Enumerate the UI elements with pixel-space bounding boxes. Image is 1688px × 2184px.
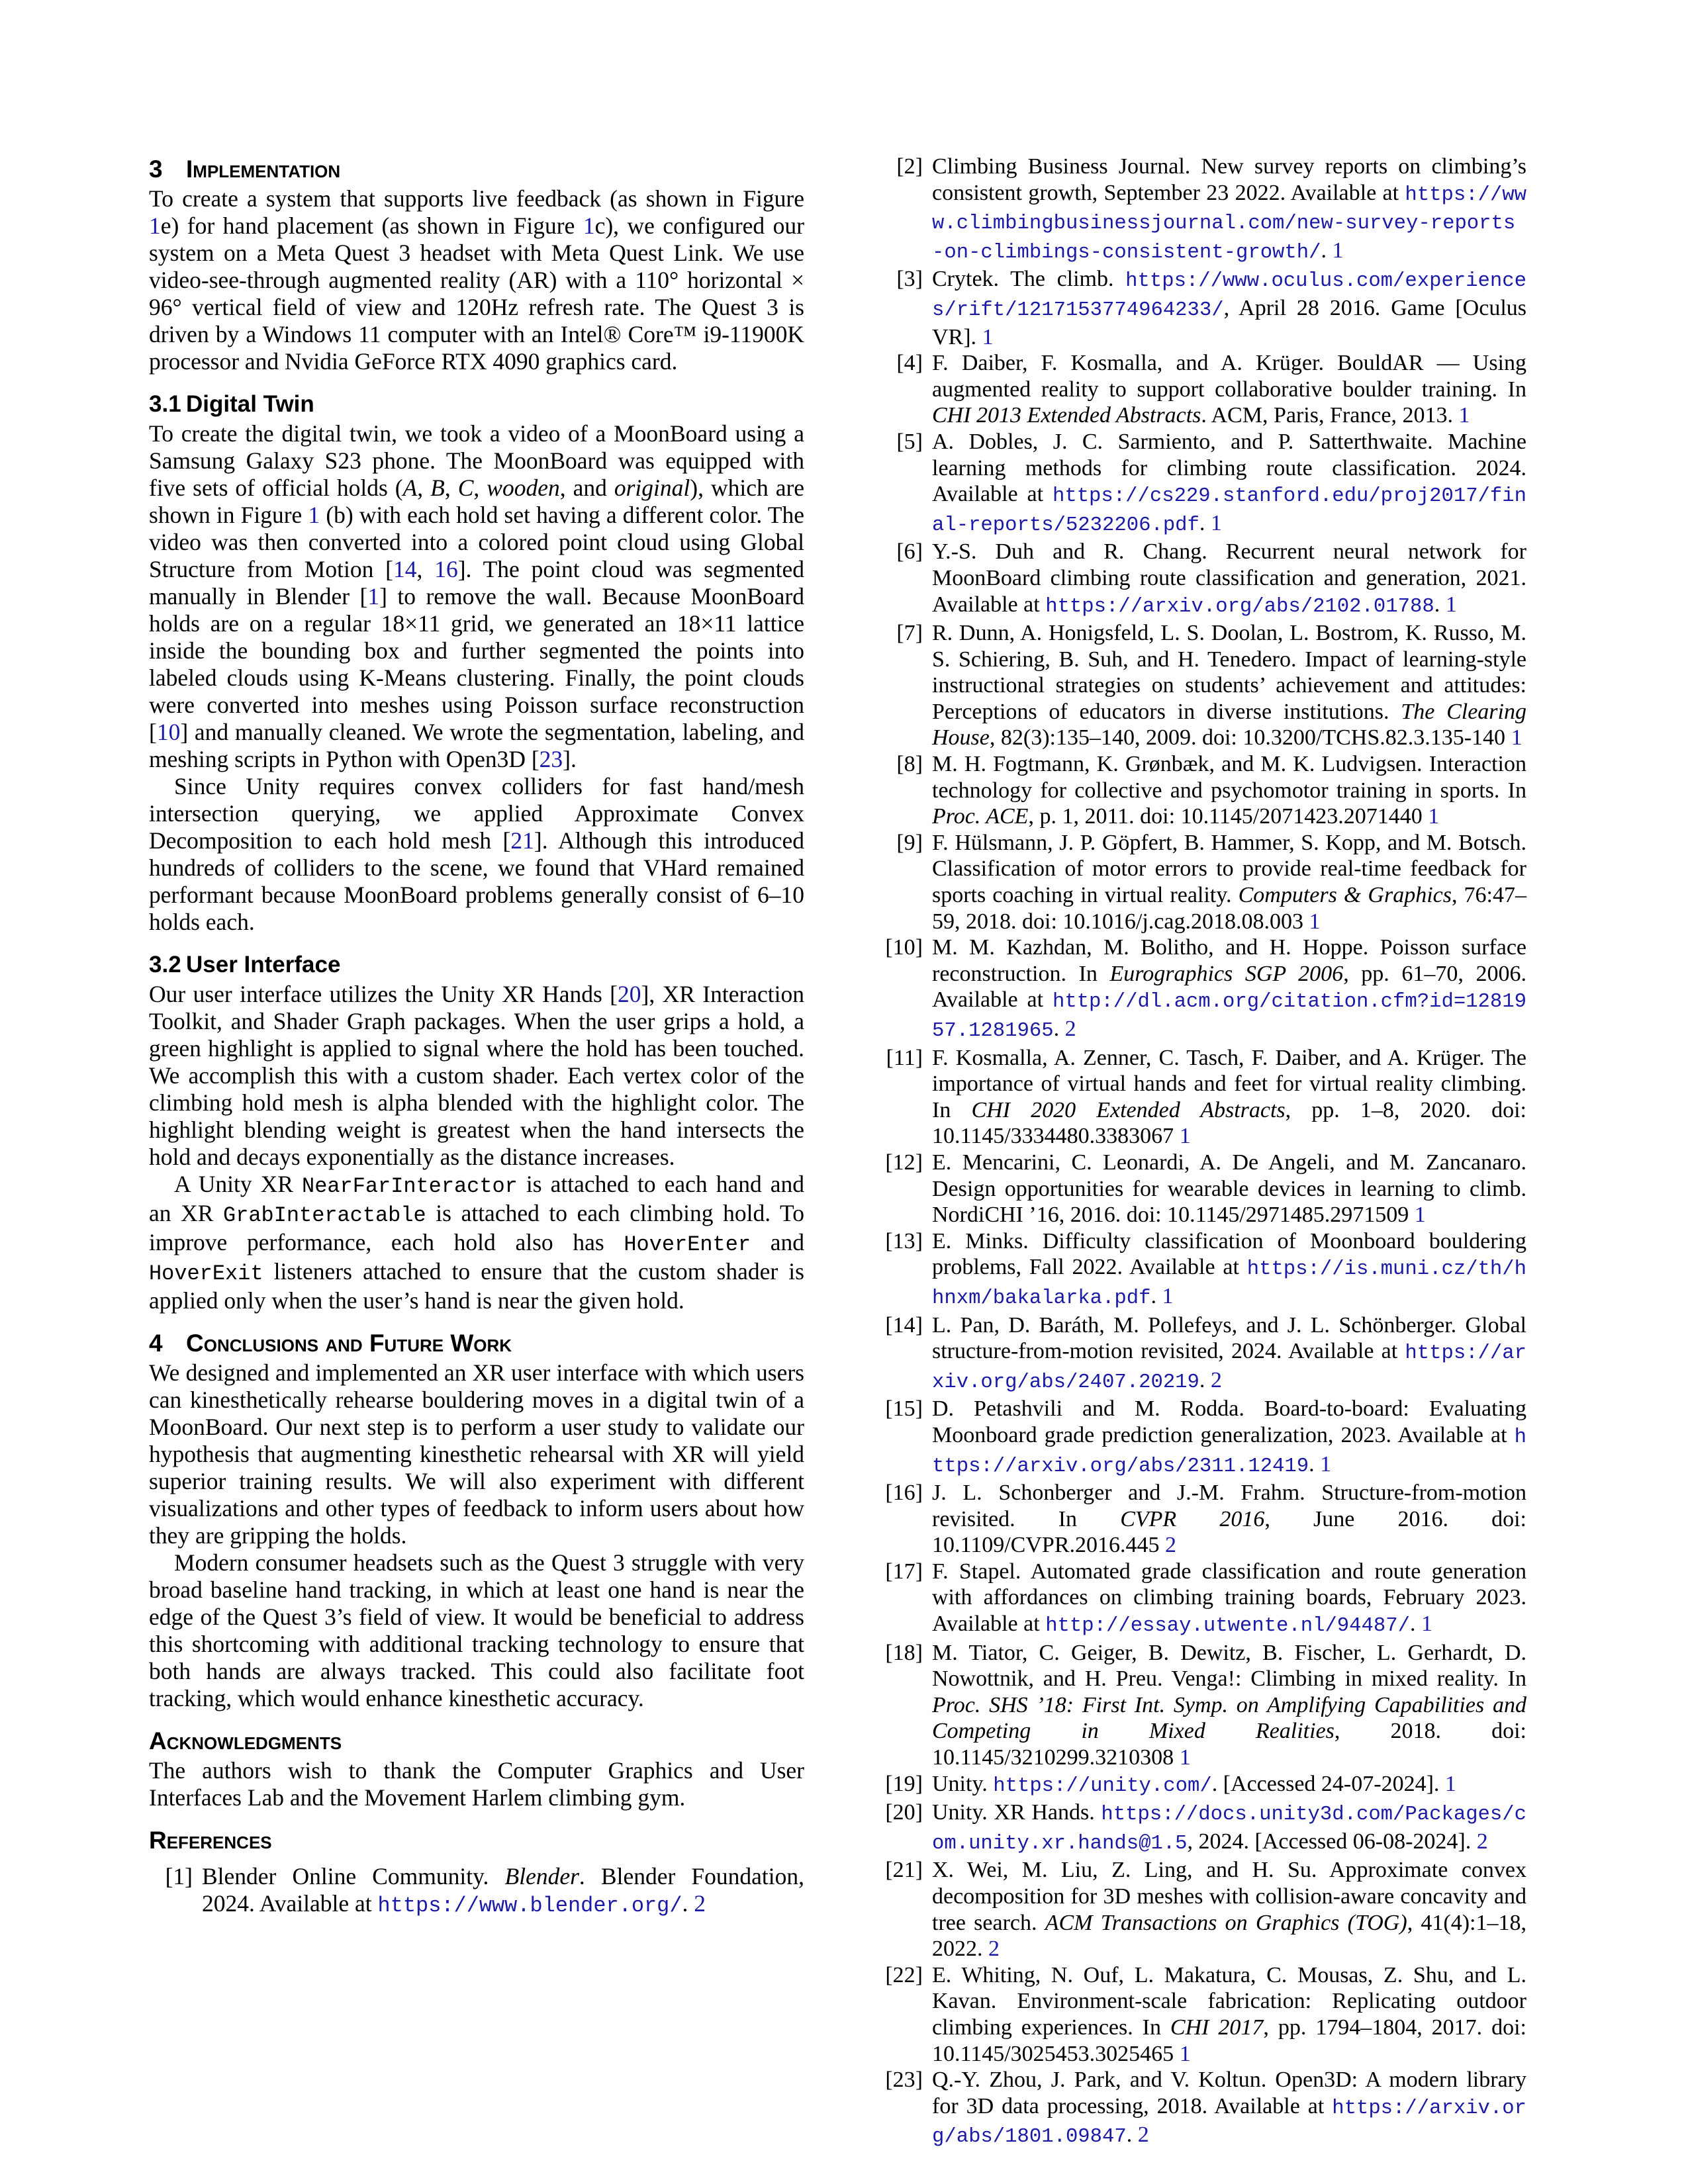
reference-text [932,1312,1526,1396]
citation-link[interactable]: 21 [510,827,534,854]
reference-item [879,934,1526,1044]
reference-item [879,1150,1526,1228]
text-run: E. Minks. Difficulty classification of Moonboard bouldering problems, Fall 2022. Available at [932,1228,1526,1280]
italic-text: CHI 2017 [1170,2015,1264,2040]
reference-item [879,1312,1526,1396]
text-run: c), we configured our system on a Meta Quest 3 headset with Meta Quest Link. We use video-see-through augmented reality (AR) with a 110° horizontal × 96° vertical field of view and 120Hz refresh rate. The Quest 3 is driven by a Windows 11 computer with an Intel® Core™ i9-11900K processor and Nvidia GeForce RTX 4090 graphics card. [149,212,804,375]
text-run: A Unity XR [174,1171,303,1197]
citation-link[interactable]: 1 [149,212,161,239]
text-run: , [473,475,487,501]
citation-link[interactable]: 1 [367,583,380,610]
paragraph [149,981,804,1171]
text-run: . [1126,2122,1138,2148]
text-run: , pp. 1–8, 2020. doi: 10.1145/3334480.3383067 [932,1097,1526,1149]
reference-text [932,154,1526,266]
citation-link[interactable]: 2 [694,1890,706,1917]
citation-link[interactable]: 1 [1511,725,1523,751]
reference-text [932,1045,1526,1150]
citation-link[interactable]: 20 [618,981,641,1007]
reference-number: [1] [165,1863,193,1889]
text-run: , 2018. doi: 10.1145/3210299.3210308 [932,1719,1526,1770]
reference-number: [2] [896,154,923,179]
text-run: , pp. 61–70, 2006. Available at [932,961,1527,1013]
text-run: M. Tiator, C. Geiger, B. Dewitz, B. Fischer, L. Gerhardt, D. Nowottnik, and H. Preu. Venga!: Climbing in mixed reality. In [932,1640,1526,1692]
url-link[interactable]: https://www.climbingbusinessjournal.com/new-survey-reports-on-climbings-consistent-growth/ [932,183,1526,264]
citation-link[interactable]: 1 [1320,1451,1332,1477]
reference-number: [6] [896,539,923,565]
url-link[interactable]: https://arxiv.org/abs/1801.09847 [932,2097,1526,2149]
text-run: J. L. Schonberger and J.-M. Frahm. Structure-from-motion revisited. In [932,1480,1526,1531]
text-run: , April 28 2016. Game [Oculus VR]. [932,295,1526,349]
reference-item [879,620,1526,751]
text-run: We designed and implemented an XR user interface with which users can kinesthetically rehearse bouldering moves in a digital twin of a MoonBoard. Our next step is to perform a user study to validate our hypothesis that augmenting kinesthetic rehearsal with XR will yield superior training results. We will also experiment with different visualizations and other types of feedback to inform users about how they are gripping the holds. [149,1359,804,1549]
citation-link[interactable]: 1 [1445,592,1457,617]
code-text: NearFarInteractor [302,1174,518,1199]
paragraph [149,1757,804,1811]
reference-item [879,1228,1526,1312]
text-run: ]. [563,746,577,772]
text-run: M. H. Fogtmann, K. Grønbæk, and M. K. Ludvigsen. Interaction technology for collective and psychomotor training in sports. In [932,752,1526,803]
citation-link[interactable]: 23 [539,746,563,772]
code-text: HoverExit [149,1261,263,1286]
reference-text [932,830,1526,934]
italic-text: original [614,475,690,501]
text-run: . [1199,510,1211,535]
reference-text [932,1150,1526,1228]
citation-link[interactable]: 2 [1064,1017,1076,1041]
paragraph [149,1549,804,1712]
italic-text: CHI 2013 Extended Abstracts [932,403,1201,428]
citation-link[interactable]: 1 [982,324,994,349]
text-run: , 41(4):1–18, 2022. [932,1910,1526,1962]
url-link[interactable]: https://is.muni.cz/th/hhnxm/bakalarka.pdf [932,1258,1526,1310]
citation-link[interactable]: 1 [1162,1283,1174,1308]
reference-text [202,1863,804,1919]
text-run: . ACM, Paris, France, 2013. [1201,403,1459,428]
text-run: . [1053,1017,1065,1041]
reference-number: [7] [896,621,923,646]
citation-link[interactable]: 16 [434,556,458,582]
url-link[interactable]: https://docs.unity3d.com/Packages/com.unity.xr.hands@1.5 [932,1803,1526,1855]
text-run: is attached to each climbing hold. To improve performance, each hold also has [149,1200,804,1255]
reference-text [932,1771,1526,1800]
text-run: L. Pan, D. Baráth, M. Pollefeys, and J. L. Schönberger. Global structure-from-motion revisited, 2024. Available at [932,1312,1526,1364]
paragraph [149,420,804,773]
references-heading: References [149,1827,272,1854]
reference-item [879,830,1526,934]
url-link[interactable]: https://www.blender.org/ [377,1893,682,1918]
reference-item [149,1863,804,1919]
section-heading-conclusions [149,1328,804,1359]
italic-text: wooden [487,475,560,501]
reference-item [879,539,1526,620]
text-run: To create a system that supports live feedback (as shown in Figure [149,185,804,212]
text-run: . [1199,1367,1211,1392]
citation-link[interactable]: 1 [1179,1745,1191,1770]
italic-text: CHI 2020 Extended Abstracts [971,1097,1286,1122]
italic-text: ACM Transactions on Graphics (TOG) [1045,1910,1407,1935]
reference-text [932,350,1526,429]
text-run: Blender Online Community. [202,1863,505,1889]
text-run: The authors wish to thank the Computer Graphics and User Interfaces Lab and the Movement Harlem climbing gym. [149,1757,804,1811]
citation-link[interactable]: 2 [1210,1367,1222,1392]
reference-number: [3] [896,267,923,292]
url-link[interactable]: https://arxiv.org/abs/2311.12419 [932,1426,1526,1478]
reference-number: [17] [885,1559,923,1584]
citation-link[interactable]: 1 [1428,804,1440,829]
section-title: Acknowledgments [149,1727,342,1754]
reference-item [879,350,1526,429]
text-run: , [444,475,458,501]
reference-number: [19] [885,1771,923,1796]
reference-text [932,539,1526,620]
reference-item [879,1045,1526,1150]
italic-text: A [402,475,418,501]
section-number: 3 [149,156,163,183]
citation-link[interactable]: 2 [1476,1829,1488,1854]
text-run: . [1150,1283,1162,1308]
citation-link[interactable]: 2 [1137,2122,1149,2148]
text-run: , [417,475,431,501]
italic-text: Proc. SHS ’18: First Int. Symp. on Amplifying Capabilities and Competing in Mixed Realities [932,1692,1526,1744]
reference-text [932,1962,1526,2067]
text-run: , and [559,475,614,501]
text-run: R. Dunn, A. Honigsfeld, L. S. Doolan, L. Bostrom, K. Russo, M. S. Schiering, B. Suh, and H. Tenedero. Impact of learning-style instructional strategies on students’ achievement and attitudes: Perceptions of educators in diverse institutions. [932,621,1526,724]
section-title: Conclusions and Future Work [186,1330,512,1357]
text-run: Our user interface utilizes the Unity XR Hands [ [149,981,618,1007]
reference-item [879,266,1526,350]
reference-item [879,751,1526,830]
url-link[interactable]: https://cs229.stanford.edu/proj2017/final-reports/5232206.pdf [932,485,1526,537]
text-run: e) for hand placement (as shown in Figure [160,212,583,239]
text-run: , 76:47–59, 2018. doi: 10.1016/j.cag.2018.08.003 [932,883,1526,934]
text-run: E. Whiting, N. Ouf, L. Makatura, C. Mousas, Z. Shu, and L. Kavan. Environment-scale fabrication: Replicating outdoor climbing experiences. In [932,1962,1526,2040]
reference-number: [9] [896,830,923,855]
text-run: ), which are shown in Figure [149,475,805,528]
text-run: ], XR Interaction Toolkit, and Shader Graph packages. When the user grips a hold, a green highlight is applied to signal where the hold has been touched. We accomplish this with a custom shader. Each vertex color of the climbing hold mesh is alpha blended with the highlight color. The highlight blending weight is greatest when the hand intersects the hold and decays exponentially as the distance increases. [149,981,805,1170]
text-run: ] to remove the wall. Because MoonBoard holds are on a regular 18×11 grid, we generated an 18×11 lattice inside the bounding box and further segmented the points into labeled clouds using K-Means clustering. Finally, the point clouds were converted into meshes using Poisson surface reconstruction [ [149,583,804,745]
section-number: 3.1 [149,391,181,417]
section-title: User Interface [186,952,341,978]
citation-link[interactable]: 1 [1421,1612,1432,1637]
citation-link[interactable]: 1 [1309,909,1321,934]
reference-item [879,1396,1526,1480]
text-run: , 82(3):135–140, 2009. doi: 10.3200/TCHS.82.3.135-140 [989,725,1511,751]
italic-text: The Clearing House [932,699,1526,751]
italic-text: B [430,475,445,501]
text-run: D. Petashvili and M. Rodda. Board-to-board: Evaluating Moonboard grade prediction generalization, 2023. Available at [932,1396,1526,1447]
text-run: X. Wei, M. Liu, Z. Ling, and H. Su. Approximate convex decomposition for 3D meshes with collision-aware concavity and tree search. [932,1858,1526,1935]
text-run: F. Hülsmann, J. P. Göpfert, B. Hammer, S. Kopp, and M. Botsch. Classification of motor errors to provide real-time feedback for sports coaching in virtual reality. [932,830,1526,908]
section-heading-implementation [149,154,804,185]
text-run: . [1321,238,1333,263]
text-run: ]. The point cloud was segmented manually in Blender [ [149,556,804,610]
reference-text [932,1799,1526,1857]
url-link[interactable]: https://unity.com/ [993,1774,1212,1797]
text-run: Unity. XR Hands. [932,1800,1102,1825]
reference-text [932,429,1526,539]
reference-text [932,934,1526,1044]
text-run: (b) with each hold set having a different color. The video was then converted into a colored point cloud using Global Structure from Motion [ [149,502,804,582]
reference-text [932,1228,1526,1312]
paragraph [149,1171,804,1314]
reference-number: [5] [896,429,923,454]
text-run: , June 2016. doi: 10.1109/CVPR.2016.445 [932,1506,1527,1558]
text-run: , 2024. [Accessed 06-08-2024]. [1187,1829,1477,1854]
reference-number: [18] [885,1640,923,1665]
reference-text [932,620,1526,751]
citation-link[interactable]: 14 [393,556,417,582]
text-run: A. Dobles, J. C. Sarmiento, and P. Satterthwaite. Machine learning methods for climbing route classification. 2024. Available at [932,429,1526,507]
citation-link[interactable]: 1 [1444,1771,1456,1796]
text-run: listeners attached to ensure that the custom shader is applied only when the user’s hand is near the given hold. [149,1258,804,1314]
text-run: . [1309,1451,1321,1477]
url-link[interactable]: https://arxiv.org/abs/2407.20219 [932,1342,1526,1394]
section-title: Implementation [186,156,341,183]
citation-link[interactable]: 1 [1179,2041,1191,2066]
paragraph [149,185,804,375]
text-run: F. Daiber, F. Kosmalla, and A. Krüger. BouldAR — Using augmented reality to support collaborative boulder training. In [932,351,1526,402]
reference-number: [12] [885,1150,923,1175]
reference-text [932,2067,1526,2151]
reference-number: [8] [896,752,923,777]
citation-link[interactable]: 1 [1210,510,1222,535]
reference-number: [15] [885,1396,923,1422]
reference-text [932,1396,1526,1480]
text-run: , p. 1, 2011. doi: 10.1145/2071423.2071440 [1028,804,1429,829]
reference-item [879,1857,1526,1962]
code-text: GrabInteractable [223,1203,426,1228]
text-run: Climbing Business Journal. New survey reports on climbing’s consistent growth, September 23 2022. Available at [932,154,1526,205]
italic-text: Eurographics SGP 2006 [1109,961,1344,986]
citation-link[interactable]: 1 [1414,1203,1426,1228]
reference-number: [22] [885,1962,923,1987]
section-title: Digital Twin [186,391,314,417]
citation-link[interactable]: 1 [1458,403,1470,428]
reference-text [932,266,1526,350]
reference-number: [20] [885,1800,923,1825]
reference-item [879,2067,1526,2151]
citation-link[interactable]: 1 [308,502,320,528]
reference-number: [13] [885,1228,923,1253]
text-run: E. Mencarini, C. Leonardi, A. De Angeli, and M. Zancanaro. Design opportunities for wearable devices in learning to climb. NordiCHI ’16, 2016. doi: 10.1145/2971485.2971509 [932,1150,1526,1228]
citation-link[interactable]: 1 [583,212,595,239]
reference-number: [16] [885,1480,923,1506]
code-text: HoverEnter [624,1232,751,1257]
text-run: Modern consumer headsets such as the Quest 3 struggle with very broad baseline hand tracking, in which at least one hand is near the edge of the Quest 3’s field of view. It would be beneficial to address this shortcoming with additional tracking technology to ensure that both hands are always tracked. This could also facilitate foot tracking, which would enhance kinesthetic accuracy. [149,1549,804,1711]
text-run: . [Accessed 24-07-2024]. [1211,1771,1445,1796]
reference-number: [23] [885,2068,923,2093]
text-run: . [682,1890,694,1917]
text-run: and [751,1229,804,1255]
citation-link[interactable]: 2 [988,1936,1000,1962]
reference-text [932,1640,1526,1771]
text-run: . [1409,1612,1421,1637]
text-run: Crytek. The climb. [932,267,1126,292]
text-run: Unity. [932,1771,994,1796]
section-heading-acknowledgments [149,1725,804,1757]
italic-text: C [457,475,474,501]
reference-number: [21] [885,1858,923,1883]
reference-item [879,429,1526,539]
reference-item [879,1771,1526,1800]
text-run: . [1434,592,1446,617]
text-run: Q.-Y. Zhou, J. Park, and V. Koltun. Open3D: A modern library for 3D data processing, 2018. Available at [932,2068,1526,2118]
text-run: , [416,556,435,582]
italic-text: Proc. ACE [932,804,1029,829]
citation-link[interactable]: 2 [1165,1533,1177,1558]
section-heading-digital-twin [149,388,804,420]
reference-item [879,154,1526,266]
reference-item [879,1480,1526,1559]
italic-text: CVPR 2016 [1120,1506,1265,1531]
text-run: To create the digital twin, we took a video of a MoonBoard using a Samsung Galaxy S23 phone. The MoonBoard was equipped with five sets of official holds ( [149,420,804,501]
url-link[interactable]: http://essay.utwente.nl/94487/ [1045,1615,1410,1638]
text-run: Y.-S. Duh and R. Chang. Recurrent neural network for MoonBoard climbing route classification and generation, 2021. Available at [932,539,1526,617]
text-run: ]. Although this introduced hundreds of colliders to the scene, we found that VHard remained performant because MoonBoard problems generally consist of 6–10 holds each. [149,827,804,935]
text-run: is attached to each hand and an XR [149,1171,805,1226]
italic-text: Computers & Graphics [1238,883,1452,908]
citation-link[interactable]: 1 [1332,238,1344,263]
citation-link[interactable]: 1 [1179,1124,1191,1149]
left-column [149,154,804,1919]
reference-number: [10] [885,935,923,960]
text-run: , pp. 1794–1804, 2017. doi: 10.1145/3025453.3025465 [932,2015,1526,2066]
reference-number: [14] [885,1312,923,1338]
text-run: . Blender Foundation, 2024. Available at [202,1863,804,1917]
url-link[interactable]: https://www.oculus.com/experiences/rift/1217153774964233/ [932,270,1526,322]
reference-text [932,1857,1526,1962]
italic-text: Blender [504,1863,579,1889]
url-link[interactable]: http://dl.acm.org/citation.cfm?id=1281957.1281965 [932,991,1526,1042]
reference-item [879,1962,1526,2067]
section-number: 3.2 [149,952,181,978]
reference-text [932,1480,1526,1559]
right-column [879,154,1526,2151]
section-number: 4 [149,1330,163,1357]
text-run: F. Kosmalla, A. Zenner, C. Tasch, F. Daiber, and A. Krüger. The importance of virtual hands and feet for virtual reality climbing. In [932,1045,1526,1122]
reference-number: [11] [886,1045,923,1070]
text-run: Since Unity requires convex colliders for fast hand/mesh intersection querying, we applied Approximate Convex Decomposition to each hold mesh [ [149,773,804,854]
paragraph [149,773,804,936]
reference-text [932,751,1526,830]
reference-item [879,1559,1526,1640]
text-run: F. Stapel. Automated grade classification and route generation with affordances on climbing training boards, February 2023. Available at [932,1559,1526,1637]
text-run: ] and manually cleaned. We wrote the segmentation, labeling, and meshing scripts in Python with Open3D [ [149,719,804,772]
url-link[interactable]: https://arxiv.org/abs/2102.01788 [1045,595,1434,618]
reference-number: [4] [896,351,923,376]
paragraph [149,1359,804,1549]
reference-item [879,1799,1526,1857]
reference-text [932,1559,1526,1640]
citation-link[interactable]: 10 [156,719,181,745]
reference-item [879,1640,1526,1771]
text-run: M. M. Kazhdan, M. Bolitho, and H. Hoppe. Poisson surface reconstruction. In [932,935,1526,986]
section-heading-user-interface [149,949,804,981]
